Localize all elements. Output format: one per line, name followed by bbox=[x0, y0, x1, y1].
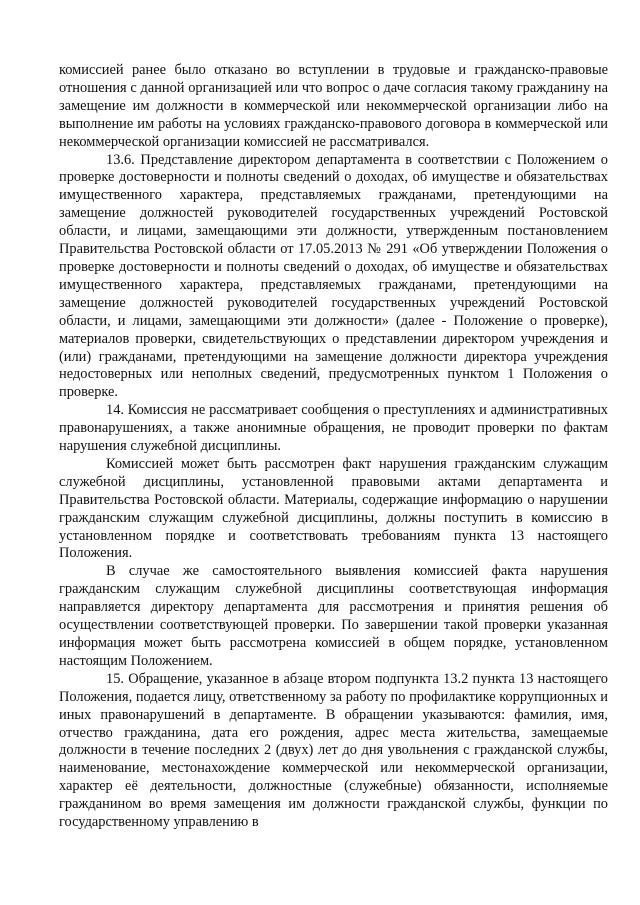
document-body bbox=[59, 62, 608, 832]
paragraph-13-6: 13.6. Представление директором департамента в соответствии с Положением о проверке достоверности и полноты сведений о доходах, об имуществе и обязательствах имущественного характера, представляемых гражданами, претендующими на замещение должностей руководителей государственных учреждений Ростовской области, и лицами, замещающими эти должности, утвержденным постановлением Правительства Ростовской области от 17.05.2013 № 291 «Об утверждении Положения о проверке достоверности и полноты сведений о доходах, об имуществе и обязательствах имущественного характера, представляемых гражданами, претендующими на замещение должностей руководителей государственных учреждений Ростовской области, и лицами, замещающими эти должности» (далее - Положение о проверке), материалов проверки, свидетельствующих о представлении директором учреждения и (или) гражданами, претендующими на замещение должности директора учреждения недостоверных или неполных сведений, предусмотренных пунктом 1 Положения о проверке. bbox=[59, 151, 608, 401]
paragraph-continuation: комиссией ранее было отказано во вступлении в трудовые и гражданско-правовые отношения с данной организацией или что вопрос о даче согласия такому гражданину на замещение им должности в коммерческой или некоммерческой организации либо на выполнение им работы на условиях гражданско-правового договора в коммерческой или некоммерческой организации комиссией не рассматривался. bbox=[59, 62, 608, 150]
paragraph-15: 15. Обращение, указанное в абзаце втором подпункта 13.2 пункта 13 настоящего Положения, подается лицу, ответственному за работу по профилактике коррупционных и иных правонарушений в департаменте. В обращении указываются: фамилия, имя, отчество гражданина, дата его рождения, адрес места жительства, замещаемые должности в течение последних 2 (двух) лет до дня увольнения с гражданской службы, наименование, местонахождение коммерческой или некоммерческой организации, характер её деятельности, должностные (служебные) обязанности, исполняемые гражданином во время замещения им должности гражданской службы, функции по государственному управлению в bbox=[59, 670, 608, 831]
paragraph-14: 14. Комиссия не рассматривает сообщения о преступлениях и административных правонарушениях, а также анонимные обращения, не проводит проверки по фактам нарушения служебной дисциплины. bbox=[59, 402, 608, 455]
paragraph-disciplinary-review: Комиссией может быть рассмотрен факт нарушения гражданским служащим служебной дисциплины, установленной правовыми актами департамента и Правительства Ростовской области. Материалы, содержащие информацию о нарушении гражданским служащим служебной дисциплины, должны поступить в комиссию в установленном порядке и соответствовать требованиям пункта 13 настоящего Положения. bbox=[59, 455, 608, 562]
paragraph-self-detection: В случае же самостоятельного выявления комиссией факта нарушения гражданским служащим служебной дисциплины соответствующая информация направляется директору департамента для рассмотрения и принятия решения об осуществлении соответствующей проверки. По завершении такой проверки указанная информация может быть рассмотрена комиссией в общем порядке, установленном настоящим Положением. bbox=[59, 563, 608, 669]
